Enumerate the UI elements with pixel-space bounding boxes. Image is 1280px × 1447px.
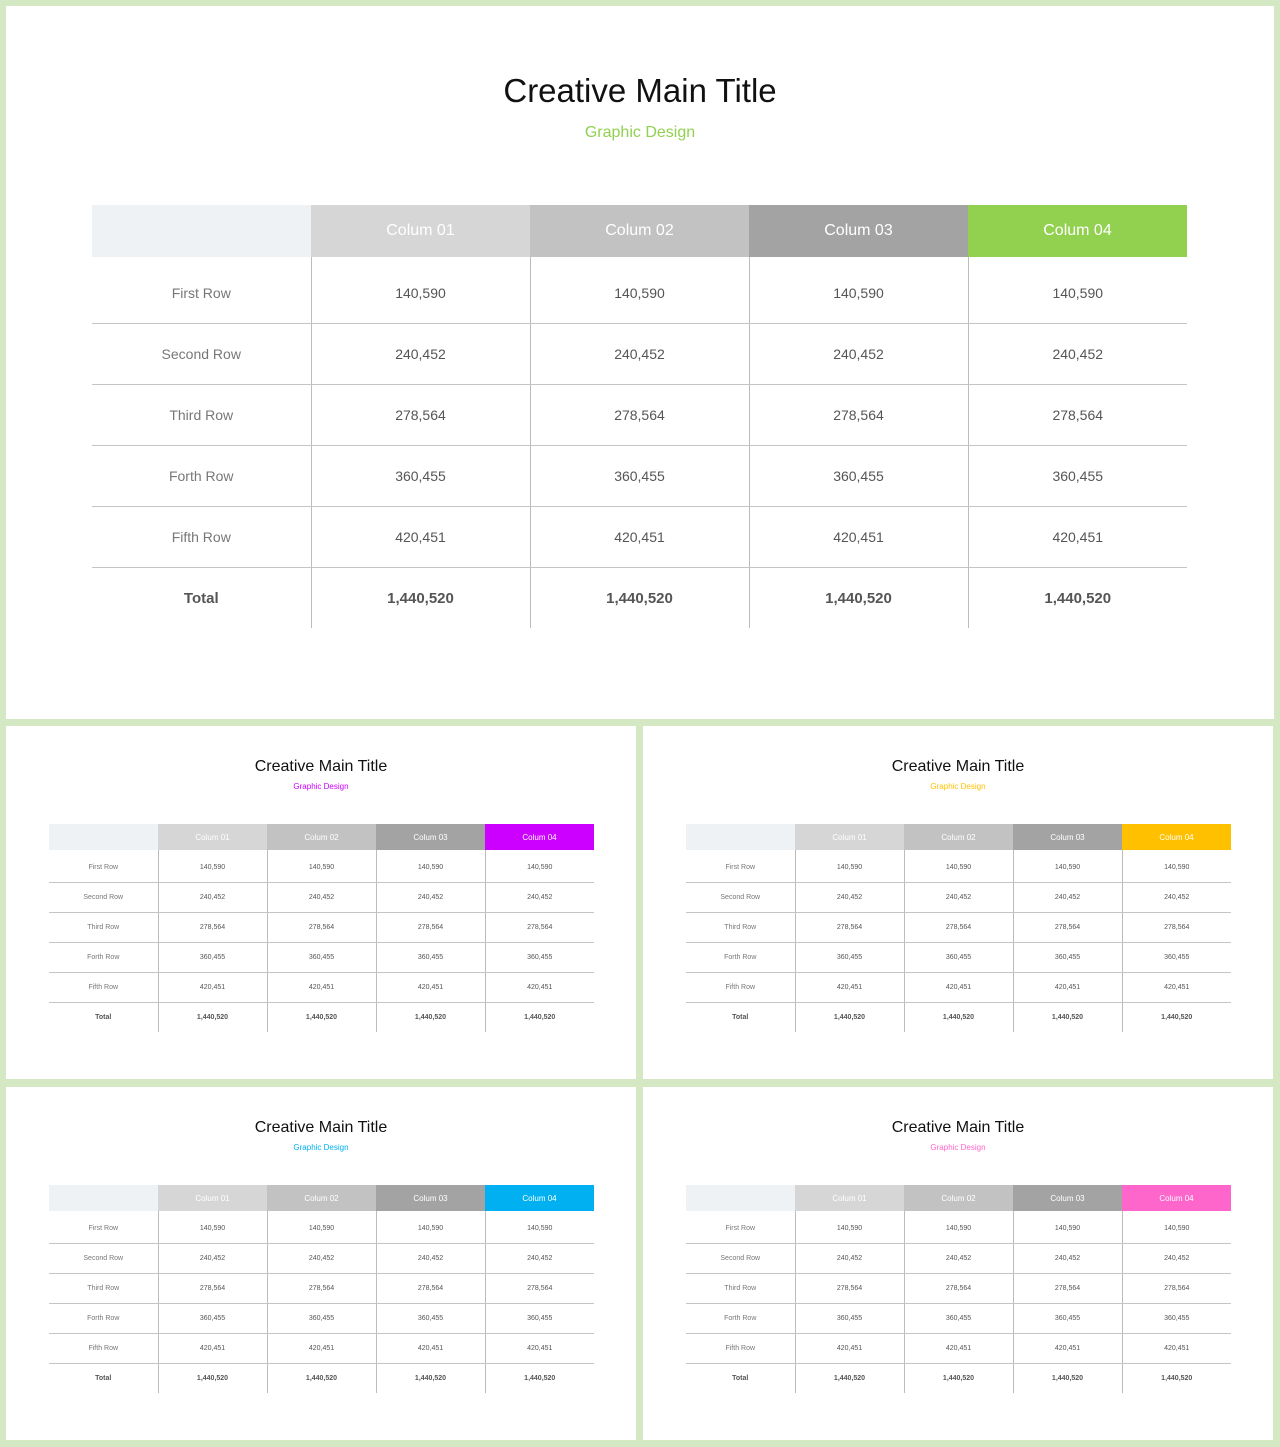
table-cell: 240,452 [1122, 883, 1231, 913]
table-row [686, 883, 1231, 913]
table-cell: 240,452 [158, 1244, 267, 1274]
table-row [686, 1274, 1231, 1304]
total-label: Total [732, 1375, 749, 1382]
data-table [49, 824, 594, 1032]
total-cell: 1,440,520 [530, 568, 749, 629]
total-cell: 1,440,520 [485, 1364, 594, 1394]
table-cell: 278,564 [530, 385, 749, 446]
slide-title: Creative Main Title [891, 758, 1025, 775]
table-cell: 278,564 [968, 385, 1187, 446]
table-cell: 360,455 [376, 1304, 485, 1334]
header-row [92, 205, 1187, 257]
row-label: First Row [49, 853, 158, 883]
table-cell: 140,590 [267, 853, 376, 883]
row-label: Forth Row [49, 1304, 158, 1334]
table-cell: 420,451 [968, 507, 1187, 568]
total-cell: 1,440,520 [376, 1003, 485, 1033]
total-cell: 1,440,520 [1122, 1364, 1231, 1394]
table-cell: 420,451 [485, 973, 594, 1003]
row-label: First Row [49, 1214, 158, 1244]
table-cell: 240,452 [749, 324, 968, 385]
table-cell: 360,455 [749, 446, 968, 507]
column-header-4: Colum 04 [485, 1185, 594, 1211]
table-cell: 278,564 [485, 913, 594, 943]
table-cell: 278,564 [267, 913, 376, 943]
slide-yellow [643, 726, 1273, 1079]
table-cell: 420,451 [530, 507, 749, 568]
row-label: Second Row [92, 324, 311, 385]
table-cell: 278,564 [1122, 1274, 1231, 1304]
table-cell: 420,451 [485, 1334, 594, 1364]
table-cell: 240,452 [1013, 1244, 1122, 1274]
table-cell: 240,452 [158, 883, 267, 913]
total-cell: 1,440,520 [311, 568, 530, 629]
table-cell: 360,455 [795, 1304, 904, 1334]
header-row [49, 824, 594, 850]
total-row [92, 568, 1187, 629]
table-row [92, 324, 1187, 385]
data-table [686, 1185, 1231, 1393]
slide-blue [6, 1087, 636, 1440]
total-row [686, 1364, 1231, 1394]
slide-title: Creative Main Title [503, 72, 777, 109]
slide-subtitle: Graphic Design [930, 782, 986, 791]
data-table [686, 824, 1231, 1032]
table-row [92, 446, 1187, 507]
header-row [686, 1185, 1231, 1211]
table-cell: 140,590 [267, 1214, 376, 1244]
row-label: Fifth Row [686, 973, 795, 1003]
table-cell: 420,451 [267, 973, 376, 1003]
total-cell: 1,440,520 [795, 1003, 904, 1033]
table-row [686, 1304, 1231, 1334]
column-header-4: Colum 04 [1122, 1185, 1231, 1211]
table-cell: 420,451 [795, 1334, 904, 1364]
data-table [92, 205, 1187, 628]
table-cell: 360,455 [795, 943, 904, 973]
table-cell: 360,455 [267, 1304, 376, 1334]
table-row [49, 1244, 594, 1274]
total-cell: 1,440,520 [904, 1364, 1013, 1394]
table-cell: 240,452 [795, 1244, 904, 1274]
table-cell: 360,455 [968, 446, 1187, 507]
table-cell: 240,452 [530, 324, 749, 385]
row-label: First Row [686, 853, 795, 883]
table-cell: 360,455 [311, 446, 530, 507]
total-cell: 1,440,520 [749, 568, 968, 629]
table-row [49, 883, 594, 913]
table-cell: 278,564 [1122, 913, 1231, 943]
table-cell: 140,590 [311, 263, 530, 324]
data-table [49, 1185, 594, 1393]
table-cell: 278,564 [1013, 913, 1122, 943]
table-cell: 140,590 [158, 853, 267, 883]
table-row [686, 913, 1231, 943]
column-header-2: Colum 02 [904, 824, 1013, 850]
total-cell: 1,440,520 [1013, 1364, 1122, 1394]
table-cell: 240,452 [1013, 883, 1122, 913]
table-cell: 240,452 [485, 883, 594, 913]
total-cell: 1,440,520 [795, 1364, 904, 1394]
total-cell: 1,440,520 [904, 1003, 1013, 1033]
table-cell: 140,590 [1122, 853, 1231, 883]
table-cell: 420,451 [158, 973, 267, 1003]
header-corner-cell [686, 824, 795, 850]
table-cell: 420,451 [1122, 973, 1231, 1003]
row-label: First Row [92, 263, 311, 324]
column-header-4: Colum 04 [1122, 824, 1231, 850]
column-header-3: Colum 03 [1013, 824, 1122, 850]
slide-pink [643, 1087, 1273, 1440]
table-row [92, 385, 1187, 446]
header-corner-cell [92, 205, 311, 257]
table-row [686, 1334, 1231, 1364]
table-cell: 140,590 [968, 263, 1187, 324]
column-header-3: Colum 03 [749, 205, 968, 257]
table-cell: 278,564 [158, 913, 267, 943]
total-label: Total [732, 1014, 749, 1021]
slide-title: Creative Main Title [254, 1119, 388, 1136]
header-corner-cell [49, 1185, 158, 1211]
row-label: Second Row [49, 1244, 158, 1274]
table-cell: 240,452 [267, 1244, 376, 1274]
row-label: Third Row [92, 385, 311, 446]
table-cell: 420,451 [158, 1334, 267, 1364]
total-cell: 1,440,520 [1122, 1003, 1231, 1033]
header-row [686, 824, 1231, 850]
header-corner-cell [686, 1185, 795, 1211]
slide-main [6, 6, 1274, 719]
row-label: Second Row [686, 1244, 795, 1274]
table-cell: 360,455 [485, 1304, 594, 1334]
column-header-3: Colum 03 [1013, 1185, 1122, 1211]
table-cell: 140,590 [904, 1214, 1013, 1244]
table-row [49, 913, 594, 943]
table-row [686, 1214, 1231, 1244]
table-cell: 420,451 [795, 973, 904, 1003]
total-cell: 1,440,520 [376, 1364, 485, 1394]
table-cell: 240,452 [376, 1244, 485, 1274]
column-header-3: Colum 03 [376, 1185, 485, 1211]
row-label: Forth Row [49, 943, 158, 973]
table-cell: 278,564 [158, 1274, 267, 1304]
slide-title: Creative Main Title [891, 1119, 1025, 1136]
header-corner-cell [49, 824, 158, 850]
table-cell: 240,452 [904, 883, 1013, 913]
total-cell: 1,440,520 [158, 1364, 267, 1394]
table-row [49, 1274, 594, 1304]
table-cell: 240,452 [904, 1244, 1013, 1274]
table-cell: 360,455 [485, 943, 594, 973]
slide-subtitle: Graphic Design [293, 1143, 349, 1152]
total-label: Total [183, 589, 219, 607]
row-label: Fifth Row [686, 1334, 795, 1364]
row-label: Forth Row [686, 943, 795, 973]
row-label: Third Row [49, 1274, 158, 1304]
table-cell: 140,590 [904, 853, 1013, 883]
header-row [49, 1185, 594, 1211]
table-cell: 420,451 [904, 973, 1013, 1003]
table-row [49, 1304, 594, 1334]
total-cell: 1,440,520 [1013, 1003, 1122, 1033]
table-cell: 420,451 [904, 1334, 1013, 1364]
table-cell: 240,452 [311, 324, 530, 385]
table-cell: 360,455 [158, 1304, 267, 1334]
column-header-1: Colum 01 [795, 824, 904, 850]
table-cell: 140,590 [795, 1214, 904, 1244]
row-label: Third Row [686, 1274, 795, 1304]
table-cell: 420,451 [311, 507, 530, 568]
table-cell: 420,451 [1013, 973, 1122, 1003]
total-label: Total [95, 1375, 112, 1382]
table-cell: 360,455 [904, 943, 1013, 973]
column-header-2: Colum 02 [530, 205, 749, 257]
table-cell: 140,590 [485, 1214, 594, 1244]
row-label: Fifth Row [49, 973, 158, 1003]
table-cell: 278,564 [376, 913, 485, 943]
table-cell: 360,455 [1013, 943, 1122, 973]
table-cell: 140,590 [530, 263, 749, 324]
column-header-4: Colum 04 [968, 205, 1187, 257]
table-cell: 360,455 [158, 943, 267, 973]
row-label: Forth Row [686, 1304, 795, 1334]
total-cell: 1,440,520 [485, 1003, 594, 1033]
column-header-4: Colum 04 [485, 824, 594, 850]
table-cell: 278,564 [311, 385, 530, 446]
table-cell: 360,455 [1122, 943, 1231, 973]
table-cell: 360,455 [1013, 1304, 1122, 1334]
slide-title: Creative Main Title [254, 758, 388, 775]
table-row [686, 853, 1231, 883]
column-header-1: Colum 01 [158, 824, 267, 850]
table-cell: 240,452 [267, 883, 376, 913]
table-cell: 278,564 [1013, 1274, 1122, 1304]
table-row [49, 1334, 594, 1364]
table-cell: 140,590 [749, 263, 968, 324]
total-cell: 1,440,520 [968, 568, 1187, 629]
table-cell: 420,451 [376, 1334, 485, 1364]
table-row [92, 263, 1187, 324]
table-row [49, 1214, 594, 1244]
table-cell: 240,452 [485, 1244, 594, 1274]
table-cell: 420,451 [1013, 1334, 1122, 1364]
column-header-1: Colum 01 [158, 1185, 267, 1211]
table-cell: 420,451 [267, 1334, 376, 1364]
row-label: Third Row [49, 913, 158, 943]
slide-purple [6, 726, 636, 1079]
table-cell: 140,590 [1122, 1214, 1231, 1244]
table-row [49, 853, 594, 883]
table-cell: 278,564 [485, 1274, 594, 1304]
table-cell: 278,564 [749, 385, 968, 446]
table-cell: 360,455 [530, 446, 749, 507]
total-row [49, 1364, 594, 1394]
table-row [49, 943, 594, 973]
table-cell: 360,455 [1122, 1304, 1231, 1334]
table-cell: 420,451 [1122, 1334, 1231, 1364]
table-cell: 420,451 [749, 507, 968, 568]
table-cell: 140,590 [1013, 853, 1122, 883]
table-cell: 240,452 [1122, 1244, 1231, 1274]
table-cell: 420,451 [376, 973, 485, 1003]
column-header-2: Colum 02 [267, 1185, 376, 1211]
slide-subtitle: Graphic Design [930, 1143, 986, 1152]
total-cell: 1,440,520 [267, 1364, 376, 1394]
row-label: Second Row [49, 883, 158, 913]
table-cell: 278,564 [267, 1274, 376, 1304]
row-label: Forth Row [92, 446, 311, 507]
table-cell: 360,455 [267, 943, 376, 973]
table-cell: 360,455 [904, 1304, 1013, 1334]
total-row [49, 1003, 594, 1033]
column-header-1: Colum 01 [795, 1185, 904, 1211]
table-cell: 240,452 [968, 324, 1187, 385]
slide-subtitle: Graphic Design [293, 782, 349, 791]
column-header-3: Colum 03 [376, 824, 485, 850]
table-cell: 278,564 [795, 1274, 904, 1304]
table-cell: 240,452 [795, 883, 904, 913]
table-cell: 140,590 [376, 853, 485, 883]
table-row [686, 943, 1231, 973]
table-cell: 140,590 [795, 853, 904, 883]
table-cell: 140,590 [485, 853, 594, 883]
table-cell: 278,564 [376, 1274, 485, 1304]
row-label: Fifth Row [49, 1334, 158, 1364]
table-cell: 278,564 [904, 1274, 1013, 1304]
row-label: Second Row [686, 883, 795, 913]
table-row [686, 1244, 1231, 1274]
table-cell: 240,452 [376, 883, 485, 913]
total-row [686, 1003, 1231, 1033]
column-header-2: Colum 02 [267, 824, 376, 850]
row-label: Fifth Row [92, 507, 311, 568]
table-row [49, 973, 594, 1003]
total-cell: 1,440,520 [267, 1003, 376, 1033]
column-header-1: Colum 01 [311, 205, 530, 257]
table-cell: 140,590 [376, 1214, 485, 1244]
total-label: Total [95, 1014, 112, 1021]
table-cell: 360,455 [376, 943, 485, 973]
table-cell: 140,590 [1013, 1214, 1122, 1244]
table-row [686, 973, 1231, 1003]
table-cell: 278,564 [795, 913, 904, 943]
total-cell: 1,440,520 [158, 1003, 267, 1033]
table-row [92, 507, 1187, 568]
table-cell: 140,590 [158, 1214, 267, 1244]
slide-subtitle: Graphic Design [584, 124, 696, 141]
row-label: First Row [686, 1214, 795, 1244]
row-label: Third Row [686, 913, 795, 943]
table-cell: 278,564 [904, 913, 1013, 943]
column-header-2: Colum 02 [904, 1185, 1013, 1211]
